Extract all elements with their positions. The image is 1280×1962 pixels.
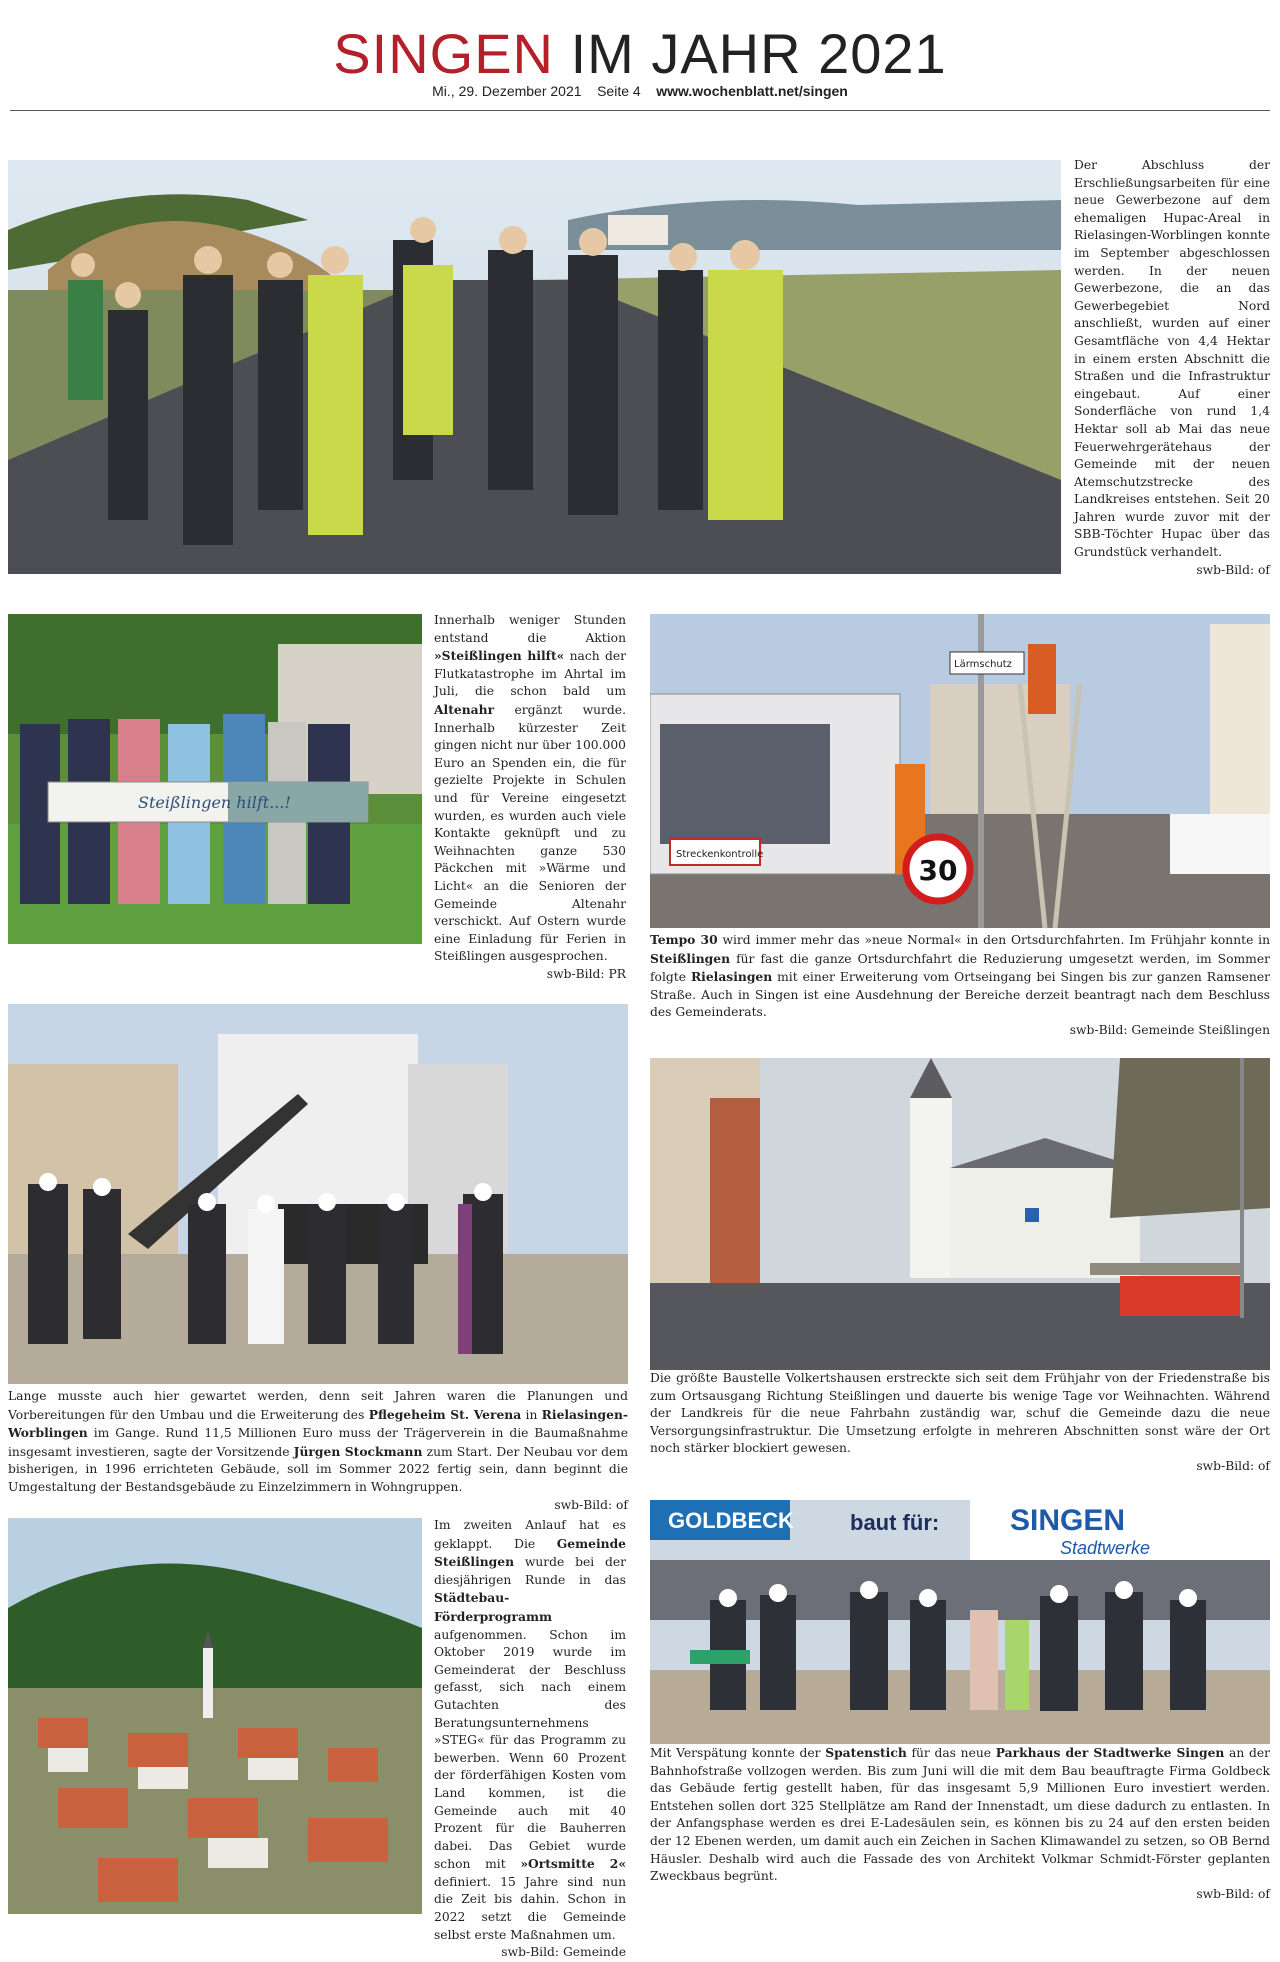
- article-text: Lange musste auch hier gewartet werden, denn seit Jahren waren die Planungen und Vorbereitungen für den Umbau und die Erweiterung des: [8, 1389, 628, 1422]
- article-staedtebau: [434, 1517, 626, 1962]
- article-text: wird immer mehr das »neue Normal« in den Ortsdurchfahrten. Im Frühjahr konnte in: [717, 933, 1270, 947]
- article-bold: Rielasingen-Worblingen: [8, 1406, 629, 1441]
- article-bold: Rielasingen: [690, 969, 773, 985]
- photo-hupac-group: [8, 160, 1061, 574]
- article-bold: Spatenstich: [825, 1745, 907, 1760]
- article-bold: Gemeinde Steißlingen: [434, 1535, 626, 1570]
- banner-baut-fuer: baut für:: [850, 1510, 940, 1535]
- article-text: zum Start. Der Neubau vor dem bisherigen, in 1996 errichteten Gebäude, soll im Sommer 2022 fertig sein, dann beginnt die Umgestaltung der Bestandsgebäude zu Einzelzimmern in Wohngruppen.: [8, 1444, 628, 1494]
- photo-credit: swb-Bild: of: [554, 1497, 628, 1512]
- article-volkertshausen: [650, 1370, 1270, 1476]
- header-rule: [10, 110, 1270, 111]
- banner-stadtwerke: Stadtwerke: [1060, 1538, 1151, 1558]
- photo-credit: swb-Bild: of: [1196, 562, 1270, 577]
- photo-credit: swb-Bild: of: [1196, 1886, 1270, 1901]
- article-bold: »Ortsmitte 2«: [520, 1856, 627, 1872]
- article-text: für fast die ganze Ortsdurchfahrt die Reduzierung umgesetzt werden, im Sommer folgte: [650, 951, 1270, 985]
- article-bold: Jürgen Stockmann: [293, 1443, 423, 1459]
- photo-credit: swb-Bild: Gemeinde Steißlingen: [1069, 1022, 1270, 1037]
- article-tempo30: [650, 931, 1270, 1040]
- article-bold: »Steißlingen hilft«: [434, 648, 565, 664]
- page-number: Seite 4: [597, 83, 641, 99]
- article-text: Im zweiten Anlauf hat es geklappt. Die: [434, 1518, 626, 1551]
- article-bold: Städtebau-Förderprogramm: [434, 1590, 552, 1624]
- article-parkhaus: [650, 1744, 1270, 1903]
- masthead-title: [0, 22, 1280, 86]
- article-text: in: [521, 1407, 542, 1422]
- article-text: nach der Flutkatastrophe im Ahrtal im Juli, die schon bald um: [434, 649, 627, 699]
- article-bold: Pflegeheim St. Verena: [368, 1406, 522, 1422]
- article-text: mit einer Erweiterung vom Ortseingang bei Singen bis zur ganzen Ramsener Straße. Auch in Singen ist eine Ausdehnung der Bereiche derzeit beantragt nach dem Beschluss des Gemeinderats.: [650, 970, 1270, 1020]
- article-text: ergänzt wurde. Innerhalb kürzester Zeit gingen nicht nur über 100.000 Euro an Spenden ein, die für gezielte Projekte in Schulen und für Vereine eingesetzt wurden, es wurden auch viele Kontakte geknüpft und zu Weihnachten ganze 530 Päckchen mit »Wärme und Licht« an die Senioren der Gemeinde Altenahr verschickt. Auf Ostern wurde eine Einladung für Ferien in Steißlingen ausgesprochen.: [434, 702, 626, 964]
- photo-steisslingen-aerial: [8, 1518, 422, 1914]
- article-text: aufgenommen. Schon im Oktober 2019 wurde im Gemeinderat der Beschluss gefasst, sich nach einem Gutachten des Beratungsunternehmens »STEG« für das Programm zu bewerben. Wenn 60 Prozent der förderfähigen Kosten vom Land kommen, ist die Gemeinde auch mit 40 Prozent für die Bauherren dabei. Das Gebiet wurde schon mit: [434, 1627, 626, 1872]
- photo-parkhaus: [650, 1500, 1270, 1744]
- article-bold: Altenahr: [434, 701, 495, 717]
- article-text: Die größte Baustelle Volkertshausen erstreckte sich seit dem Frühjahr von der Friedenstraße bis zum Ortsausgang Richtung Steißlingen und dauerte bis wenige Tage vor Weihnachten. Während der Landkreis für die neue Fahrbahn zuständig war, schuf die Gemeinde dazu die neue Versorgungsinfrastruktur. Die Umsetzung erfolgte in mehreren Abschnitten sonst wäre der Ort noch stärker blockiert gewesen.: [650, 1371, 1270, 1456]
- photo-credit: swb-Bild: of: [1196, 1458, 1270, 1473]
- photo-volkertshausen: [650, 1058, 1270, 1370]
- article-hupac-text: Der Abschluss der Erschließungsarbeiten für eine neue Gewerbezone auf dem ehemaligen Hupac-Areal in Rielasingen-Worblingen konnte im September abgeschlossen werden. In der neuen Gewerbezone, die an das Gewerbegebiet Nord anschließt, wurden auf einer Gesamtfläche von 4,4 Hektar in einem ersten Abschnitt die Straßen und die Infrastruktur eingebaut. Auf einer Sonderfläche von rund 1,4 Hektar soll ab Mai das neue Feuerwehrgerätehaus der Gemeinde mit der neuen Atemschutzstrecke des Landkreises entstehen. Seit 20 Jahren wurde zuvor mit der SBB-Töchter Hupac über das Grundstück verhandelt.: [1074, 158, 1270, 560]
- article-st-verena: [8, 1388, 628, 1514]
- article-bold: Parkhaus der Stadtwerke Singen: [995, 1745, 1225, 1760]
- article-bold: Steißlingen: [650, 950, 731, 966]
- photo-steisslingen-hilft: [8, 614, 422, 944]
- banner-steisslingen-hilft: Steißlingen hilft...!: [138, 793, 291, 812]
- article-bold: Tempo 30: [650, 932, 718, 947]
- photo-credit: swb-Bild: Gemeinde: [501, 1945, 626, 1960]
- photo-credit: swb-Bild: PR: [546, 966, 626, 981]
- banner-goldbeck: GOLDBECK: [668, 1508, 794, 1533]
- article-text: für das neue: [906, 1746, 996, 1760]
- street-sign: Lärmschutz: [954, 659, 1012, 670]
- speed-limit-sign: 30: [918, 854, 958, 887]
- title-singen: SINGEN: [333, 22, 554, 85]
- article-text: an der Bahnhofstraße vollzogen werden. Bis zum Juni will die mit dem Bau beauftragte Firma Goldbeck das Gebäude fertig gestellt haben, für das insgesamt 5,9 Millionen Euro investiert werden. Entstehen sollen dort 325 Stellplätze am Rand der Innenstadt, um diese dadurch zu entlasten. In der Anfangsphase werden es drei E-Ladesäulen sein, es können bis zu 24 auf den ersten beiden der 12 Ebenen werden, um damit auch ein Zeichen in Sachen Klimawandel zu setzen, so OB Bernd Häusler. Deshalb wird auch die Fassade des von Architekt Volkmar Schmidt-Förster geplanten Zweckbaus begrünt.: [650, 1746, 1270, 1884]
- photo-st-verena: [8, 1004, 628, 1384]
- article-text: im Gange. Rund 11,5 Millionen Euro muss der Trägerverein in die Baumaßnahme insgesamt investieren, sagte der Vorsitzende: [8, 1426, 628, 1459]
- article-text: Innerhalb weniger Stunden entstand die Aktion: [434, 613, 626, 645]
- article-text: Mit Verspätung konnte der: [650, 1746, 826, 1760]
- banner-singen: SINGEN: [1010, 1504, 1126, 1537]
- article-hupac: [1074, 157, 1270, 579]
- truck-label: Streckenkontrolle: [676, 849, 764, 860]
- article-text: wurde bei der diesjährigen Runde in das: [434, 1555, 626, 1587]
- issue-date: Mi., 29. Dezember 2021: [432, 83, 582, 99]
- article-steisslingen-hilft: [434, 612, 626, 983]
- website-link[interactable]: www.wochenblatt.net/singen: [656, 83, 848, 99]
- title-im-jahr: IM JAHR 2021: [570, 22, 947, 85]
- photo-tempo30: [650, 614, 1270, 928]
- article-text: definiert. 15 Jahre sind nun die Zeit bis dahin. Schon in 2022 setzt die Gemeinde selbst erste Maßnahmen um.: [434, 1874, 626, 1942]
- dateline: [0, 83, 1280, 99]
